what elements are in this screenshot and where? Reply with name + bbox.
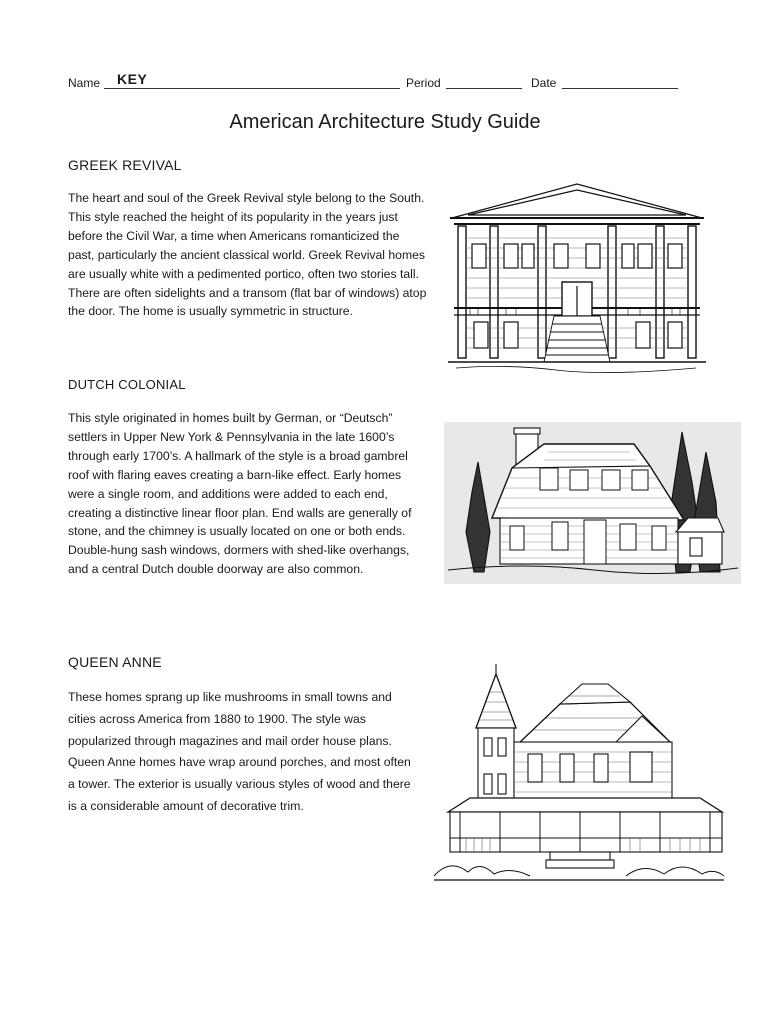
period-label: Period bbox=[406, 76, 441, 90]
section-heading-queen-anne: QUEEN ANNE bbox=[68, 654, 162, 670]
name-value: KEY bbox=[117, 71, 148, 87]
section-heading-dutch-colonial: DUTCH COLONIAL bbox=[68, 377, 186, 392]
greek-revival-house-illustration bbox=[446, 182, 708, 382]
page-title: American Architecture Study Guide bbox=[229, 111, 541, 133]
section-heading-greek-revival: GREEK REVIVAL bbox=[68, 157, 182, 173]
section-text-queen-anne: These homes sprang up like mushrooms in small towns and cities across America from 1880 to 1900. The style was popularized through magazines and mail order house plans. Queen Anne homes have wrap around porches, and most often a tower. The exterior is usually various styles of wood and there is a considerable amount of decorative trim. bbox=[68, 690, 411, 813]
name-field[interactable] bbox=[104, 88, 400, 89]
period-field[interactable] bbox=[446, 88, 522, 89]
section-text-dutch-colonial: This style originated in homes built by German, or “Deutsch” settlers in Upper New York & Pennsylvania in the late 1600’s through early 1700’s. A hallmark of the style is a broad gambrel roof with flaring eaves creating a barn-like effect. Early homes were a single room, and additions were added to each end, creating a distinctive linear floor plan. End walls are generally of stone, and the chimney is usually located on one or both ends. Double-hung sash windows, dormers with shed-like overhangs, and a central Dutch double doorway are also common. bbox=[68, 411, 412, 577]
section-text-greek-revival: The heart and soul of the Greek Revival style belong to the South. This style reached the height of its popularity in the years just before the Civil War, a time when Americans romanticized the past, particularly the ancient classical world. Greek Revival homes are usually white with a pedimented portico, often two stories tall. There are often sidelights and a transom (flat bar of windows) atop the door. The home is usually symmetric in structure. bbox=[68, 191, 427, 319]
date-field[interactable] bbox=[562, 88, 678, 89]
queen-anne-house-illustration bbox=[430, 662, 726, 890]
date-label: Date bbox=[531, 76, 557, 90]
dutch-colonial-house-illustration bbox=[444, 422, 741, 584]
name-label: Name bbox=[68, 76, 101, 90]
header-line bbox=[68, 71, 688, 94]
